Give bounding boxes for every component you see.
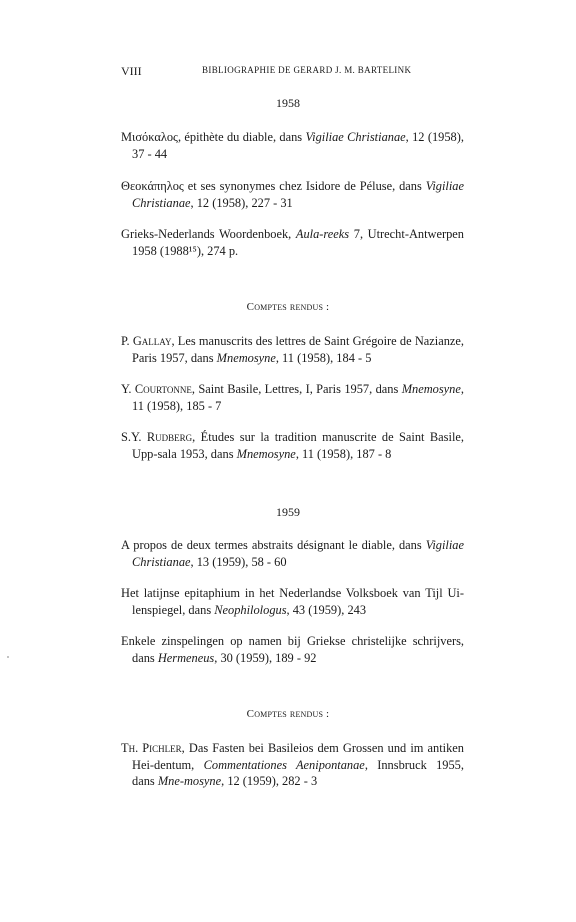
entry-details: , 12 (1958), 37 - 44 [132,130,464,161]
year-heading-1958: 1958 [276,96,300,110]
scan-speck [7,656,9,658]
entry-details: , 12 (1958), 227 - 31 [190,195,293,210]
entry-details: , 43 (1959), 243 [286,602,367,617]
year-heading-1959: 1959 [276,505,300,519]
entry-author: Y. Courtonne [121,382,192,396]
journal-title: Mne-mosyne [157,774,222,788]
journal-title: Vigiliae Christianae [132,179,464,210]
entry-author: Th. Pichler [121,741,182,755]
entry-text: , Das Fasten bei Basileios dem Grossen und im antiken Hei-dentum, [132,741,464,772]
entry-details: , 11 (1958), 187 - 8 [295,446,392,461]
entry-details: , 30 (1959), 189 - 92 [214,650,317,665]
journal-title: Vigiliae Christianae [305,130,406,144]
bibliography-entry [121,429,464,462]
section-heading-reviews: Comptes rendus : [246,301,330,313]
entry-details: , Innsbruck 1955, dans [132,757,464,788]
journal-title: Neophilologus [214,602,287,617]
bibliography-entry [121,537,464,570]
entry-text: A propos de deux termes abstraits désignant le diable, dans [121,538,426,552]
entry-text: Enkele zinspelingen op namen bij Griekse christelijke schrijvers, dans [121,634,464,665]
bibliography-entry [121,633,464,666]
entry-author: S.Y. Rudberg [121,430,193,444]
entry-text: Μισόκαλος, épithète du diable, dans [121,130,306,144]
entry-details: , 11 (1958), 184 - 5 [275,350,372,365]
series-title: Aula-reeks [295,227,350,241]
journal-title: Hermeneus [157,650,215,665]
entry-text: , Études sur la tradition manuscrite de Saint Basile, Upp-sala 1953, dans [132,430,464,461]
journal-title: Mnemosyne [216,350,276,365]
bibliography-entry [121,178,464,211]
entry-details: , 13 (1959), 58 - 60 [190,554,287,569]
journal-title: Vigiliae Christianae [132,538,464,569]
bibliography-entry [121,129,464,162]
entry-details: , 11 (1958), 185 - 7 [132,382,464,413]
bibliography-entry [121,585,464,618]
bibliography-entry [121,226,464,259]
entry-details: 7, Utrecht-Antwerpen 1958 (1988¹⁵), 274 p. [132,227,464,258]
bibliography-entry [121,381,464,414]
journal-title: Mnemosyne [401,382,461,396]
bibliography-entry [121,333,464,366]
bibliography-entry [121,740,464,790]
running-head-title: BIBLIOGRAPHIE DE GERARD J. M. BARTELINK [202,65,412,75]
entry-author: P. Gallay [121,334,172,348]
entry-text: , Saint Basile, Lettres, I, Paris 1957, dans [191,382,402,396]
page-number: VIII [121,64,142,78]
entry-details: , 12 (1959), 282 - 3 [221,774,318,788]
entry-text: Het latijnse epitaphium in het Nederlandse Volksboek van Tijl Ui-lenspiegel, dans [121,586,464,617]
journal-title: Commentationes Aenipontanae [203,757,365,772]
section-heading-reviews: Comptes rendus : [246,708,330,720]
entry-text: Grieks-Nederlands Woordenboek, [121,227,296,241]
journal-title: Mnemosyne [236,446,296,461]
entry-text: , Les manuscrits des lettres de Saint Grégoire de Nazianze, Paris 1957, dans [132,334,464,365]
entry-text: Θεοκάπηλος et ses synonymes chez Isidore de Péluse, dans [121,179,426,193]
